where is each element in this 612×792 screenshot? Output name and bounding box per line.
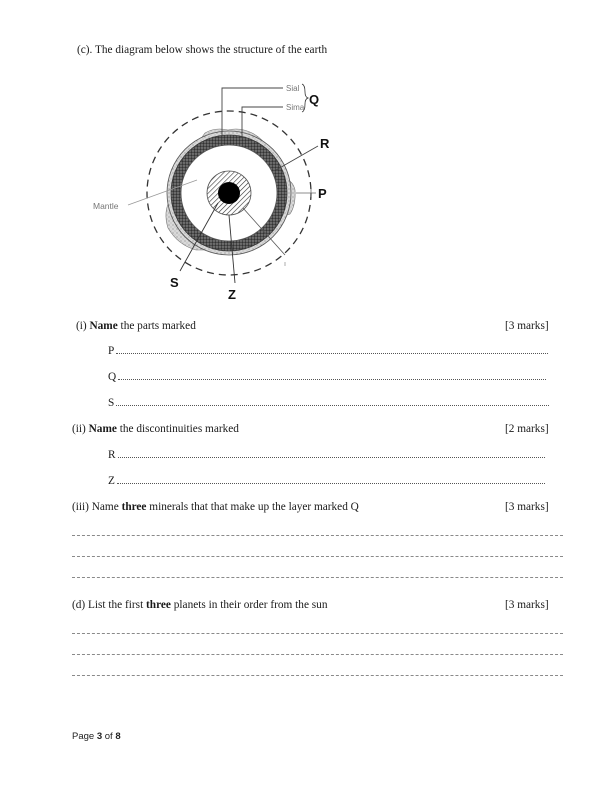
question-d-marks: [3 marks]	[505, 599, 549, 611]
question-d	[72, 599, 327, 611]
answer-field-r[interactable]	[108, 449, 545, 461]
question-i-marks: [3 marks]	[505, 320, 549, 332]
question-i-prefix: (i)	[76, 320, 90, 332]
question-i-text: the parts marked	[117, 320, 196, 332]
question-iii-bold: three	[121, 501, 147, 513]
answer-label-s: S	[108, 397, 115, 409]
page-prefix: Page	[72, 731, 97, 742]
answer-field-s[interactable]	[108, 397, 549, 409]
answer-line-d-3[interactable]	[72, 675, 563, 676]
label-s: S	[170, 275, 179, 290]
label-sima: Sima	[286, 103, 305, 112]
question-ii	[72, 423, 239, 435]
question-i	[76, 320, 196, 332]
question-iii-text: minerals that that make up the layer marked Q	[146, 501, 359, 513]
label-z: Z	[228, 287, 236, 302]
question-iii-prefix: (iii) Name	[72, 501, 122, 513]
question-d-prefix: (d) List the first	[72, 599, 147, 611]
page-total: 8	[115, 731, 121, 742]
question-d-bold: three	[146, 599, 171, 611]
page-number	[72, 731, 121, 742]
question-ii-bold: Name	[88, 423, 117, 435]
answer-field-q[interactable]	[108, 371, 546, 383]
question-ii-prefix: (ii)	[72, 423, 89, 435]
answer-dots	[116, 352, 548, 354]
label-mantle: Mantle	[93, 201, 119, 211]
answer-line-iii-1[interactable]	[72, 535, 563, 536]
section-c-intro: (c). The diagram below shows the structure of the earth	[77, 44, 328, 56]
answer-line-iii-2[interactable]	[72, 556, 563, 557]
answer-line-iii-3[interactable]	[72, 577, 563, 578]
question-iii	[72, 501, 359, 513]
answer-dots	[118, 378, 546, 380]
answer-dots	[117, 482, 545, 484]
question-d-text: planets in their order from the sun	[170, 599, 328, 611]
answer-label-r: R	[108, 449, 116, 461]
question-iii-marks: [3 marks]	[505, 501, 549, 513]
answer-dots	[118, 456, 545, 458]
answer-line-d-2[interactable]	[72, 654, 563, 655]
answer-label-z: Z	[108, 475, 115, 487]
label-p: P	[318, 186, 327, 201]
answer-field-p[interactable]	[108, 345, 548, 357]
label-r: R	[320, 136, 330, 151]
page-current: 3	[96, 731, 103, 742]
label-q: Q	[309, 92, 320, 107]
answer-dots	[116, 404, 549, 406]
inner-core-layer	[218, 182, 240, 204]
label-sial: Sial	[286, 84, 300, 93]
page-mid: of	[102, 731, 116, 742]
answer-field-z[interactable]	[108, 475, 545, 487]
question-ii-marks: [2 marks]	[505, 423, 549, 435]
answer-line-d-1[interactable]	[72, 633, 563, 634]
answer-label-p: P	[108, 345, 115, 357]
question-ii-text: the discontinuities marked	[116, 423, 239, 435]
earth-structure-diagram	[80, 70, 360, 310]
question-i-bold: Name	[89, 320, 118, 332]
answer-label-q: Q	[108, 371, 117, 383]
